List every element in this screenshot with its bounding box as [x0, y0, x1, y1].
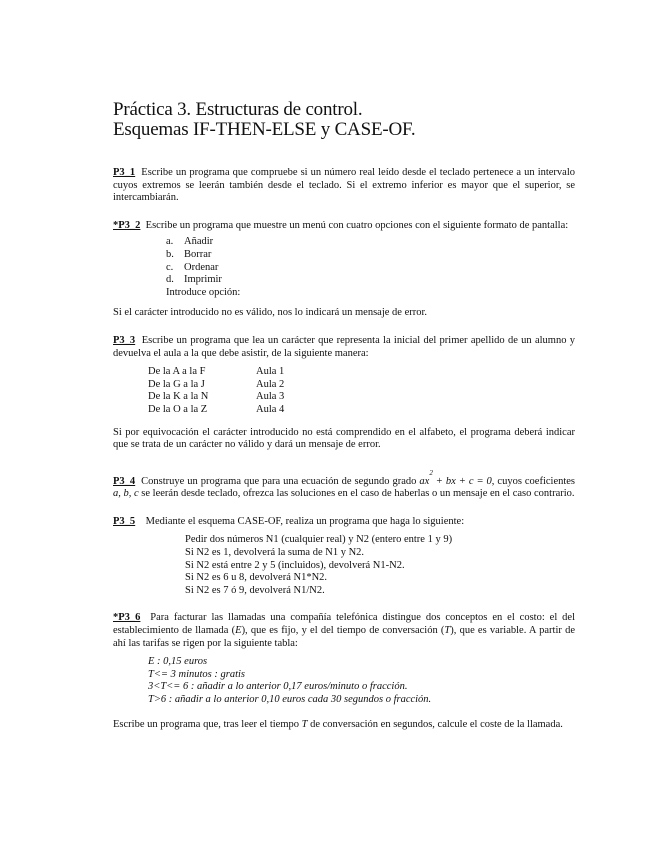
exercise-label: *P3_2: [113, 219, 141, 231]
exercise-label: P3_4: [113, 475, 136, 487]
exercise-label: P3_5: [113, 515, 136, 527]
case-lines: [113, 534, 575, 597]
exercise-p3-5: [113, 516, 575, 529]
list-item: b. Borrar: [166, 248, 212, 260]
coefficients: a, b, c: [113, 488, 139, 500]
equation: $ax^2$ + bx + c = 0: [419, 468, 492, 487]
exercise-p3-1: [113, 167, 575, 205]
menu-prompt: Introduce opción:: [166, 286, 241, 298]
document-page: [113, 100, 575, 731]
tariff-list: [113, 656, 575, 706]
list-item: Si N2 está entre 2 y 5 (incluidos), devolverá N1-N2.: [185, 559, 405, 571]
table-row: De la K a la N Aula 3: [148, 391, 285, 403]
exercise-p3-6: *P3_6 Para facturar las llamadas una compañía telefónica distingue dos conceptos en el costo: el del establecimiento de llamada (E), que es fijo, y el del tiempo de conversación (T), que es variable. A partir de ahí las tarifas se rigen por la siguiente tabla:: [113, 612, 576, 649]
table-row: De la O a la Z Aula 4: [148, 403, 285, 415]
exercise-p3-3: [113, 335, 575, 360]
table-row: De la G a la J Aula 2: [148, 378, 285, 390]
exercise-label: *P3_6: [113, 612, 141, 624]
exercise-label: P3_3: [113, 334, 136, 346]
exercise-label: P3_1: [113, 167, 136, 178]
list-item: d. Imprimir: [166, 274, 222, 286]
list-item: 3<T<= 6 : añadir a lo anterior 0,17 euros/minuto o fracción.: [148, 681, 408, 693]
exercise-p3-2: [113, 220, 575, 233]
exercise-note: Si por equivocación el carácter introducido no está comprendido en el alfabeto, el programa deberá indicar que se trata de un carácter no válido y dará un mensaje de error.: [113, 426, 575, 451]
list-item: Si N2 es 1, devolverá la suma de N1 y N2.: [185, 547, 365, 559]
menu-options-list: [113, 236, 575, 286]
list-item: Si N2 es 6 u 8, devolverá N1*N2.: [185, 572, 328, 584]
list-item: Pedir dos números N1 (cualquier real) y N2 (entero entre 1 y 9): [185, 534, 453, 546]
title-line-1: Práctica 3. Estructuras de control.: [113, 99, 363, 120]
aula-table: [148, 366, 284, 416]
list-item: E : 0,15 euros: [148, 656, 208, 668]
exercise-text: Escribe un programa que muestre un menú con cuatro opciones con el siguiente formato de pantalla:: [145, 219, 569, 231]
list-item: T<= 3 minutos : gratis: [148, 668, 246, 680]
exercise-note: Si el carácter introducido no es válido, nos lo indicará un mensaje de error.: [113, 307, 428, 319]
list-item: a. Añadir: [166, 236, 214, 248]
table-row: De la A a la F Aula 1: [148, 366, 285, 378]
list-item: Si N2 es 7 ó 9, devolverá N1/N2.: [185, 584, 325, 596]
list-item: T>6 : añadir a lo anterior 0,10 euros cada 30 segundos o fracción.: [148, 694, 432, 705]
page-title: [113, 100, 575, 140]
exercise-text: Escribe un programa que compruebe si un número real leído desde el teclado pertenece a un intervalo cuyos extremos se leerán también desde el teclado. Si el extremo inferior es mayor que el superior, se intercambiarán.: [113, 167, 576, 204]
exercise-p3-4: P3_4 Construye un programa que para una ecuación de segundo grado $ax^2$ + bx + c = 0, cuyos coeficientes a, b, c se leerán desde teclado, ofrezca las soluciones en el caso de haberlas o un mensaje en el caso contrario.: [113, 468, 576, 500]
list-item: c. Ordenar: [166, 261, 219, 273]
title-line-2: Esquemas IF-THEN-ELSE y CASE-OF.: [113, 119, 416, 140]
exercise-text: Escribe un programa que lea un carácter que representa la inicial del primer apellido de un alumno y devuelva el aula a la que debe asistir, de la siguiente manera:: [113, 334, 575, 359]
exercise-text: Mediante el esquema CASE-OF, realiza un programa que haga lo siguiente:: [145, 515, 465, 527]
exercise-note: Escribe un programa que, tras leer el tiempo T de conversación en segundos, calcule el coste de la llamada.: [113, 718, 563, 730]
